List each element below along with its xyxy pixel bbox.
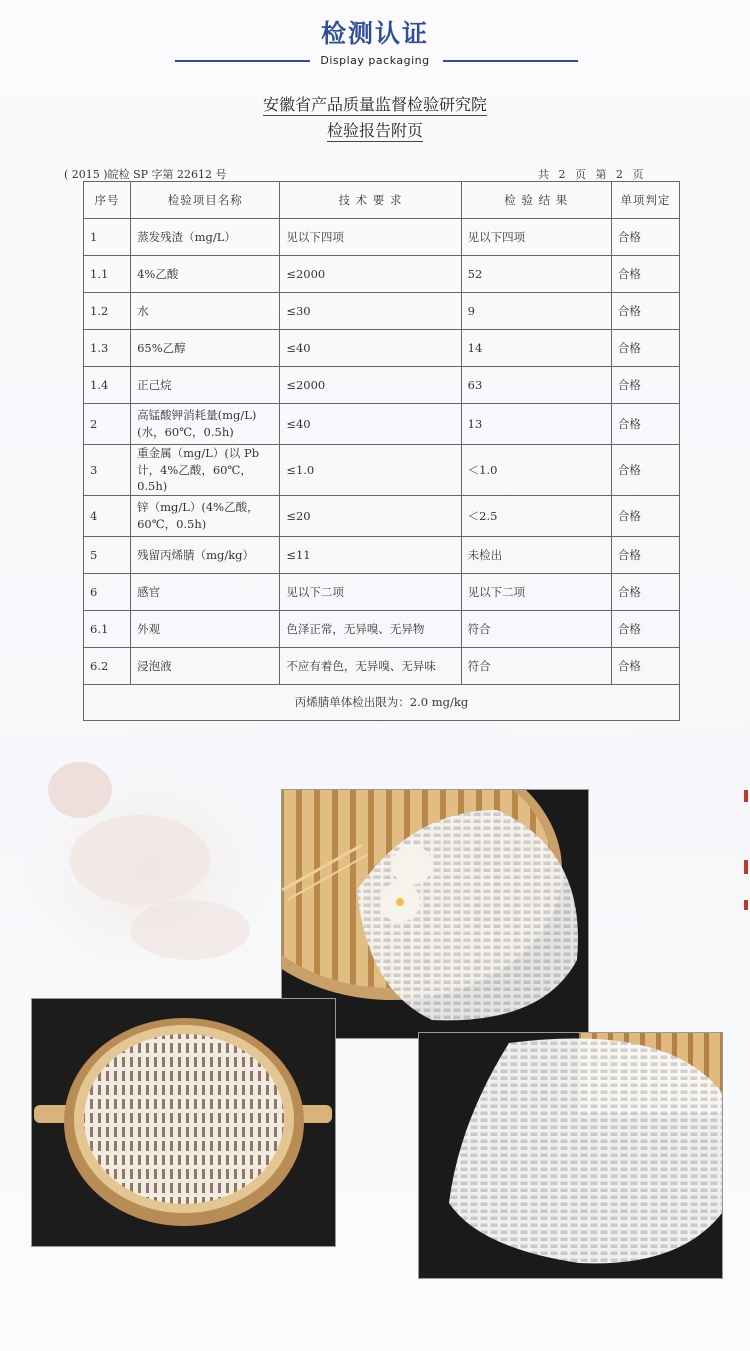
cell-item: 水 xyxy=(131,293,280,330)
report-page-count: 共 2 页 第 2 页 xyxy=(538,168,644,181)
table-row xyxy=(84,611,680,648)
table-header-row xyxy=(84,182,680,219)
cell-requirement: 不应有着色，无异嗅、无异味 xyxy=(280,648,461,685)
cell-item: 锌（mg/L）(4%乙酸，60℃，0.5h) xyxy=(131,496,280,537)
table-row xyxy=(84,404,680,445)
cell-no: 2 xyxy=(84,404,131,445)
cell-no: 4 xyxy=(84,496,131,537)
cell-verdict: 合格 xyxy=(611,445,679,496)
page-title-text: 检验报告附页 xyxy=(326,121,423,140)
section-subtitle: Display packaging xyxy=(320,54,430,67)
table-row xyxy=(84,367,680,404)
cell-no: 1.3 xyxy=(84,330,131,367)
table-row xyxy=(84,256,680,293)
cell-requirement: ≤20 xyxy=(280,496,461,537)
col-header-requirement: 技 术 要 求 xyxy=(280,182,461,219)
col-header-item: 检验项目名称 xyxy=(131,182,280,219)
cell-item: 残留丙烯腈（mg/kg） xyxy=(131,537,280,574)
table-row xyxy=(84,445,680,496)
cell-requirement: 色泽正常，无异嗅、无异物 xyxy=(280,611,461,648)
cell-result: 14 xyxy=(461,330,611,367)
cell-requirement: 见以下四项 xyxy=(280,219,461,256)
cell-result: 13 xyxy=(461,404,611,445)
cell-no: 1.2 xyxy=(84,293,131,330)
inspection-table xyxy=(83,181,680,721)
cell-requirement: ≤40 xyxy=(280,330,461,367)
cell-result: 见以下二项 xyxy=(461,574,611,611)
col-header-verdict: 单项判定 xyxy=(611,182,679,219)
cell-requirement: ≤30 xyxy=(280,293,461,330)
page-edge-decoration xyxy=(742,780,750,940)
table-footnote-row xyxy=(84,685,680,721)
cell-no: 6.2 xyxy=(84,648,131,685)
cell-item: 蒸发残渣（mg/L） xyxy=(131,219,280,256)
cell-result: ＜1.0 xyxy=(461,445,611,496)
cell-no: 1 xyxy=(84,219,131,256)
cell-item: 浸泡液 xyxy=(131,648,280,685)
cell-result: 见以下四项 xyxy=(461,219,611,256)
table-footnote: 丙烯腈单体检出限为：2.0 mg/kg xyxy=(84,685,680,721)
report-page-title xyxy=(0,118,750,141)
cell-result: 未检出 xyxy=(461,537,611,574)
cell-requirement: ≤2000 xyxy=(280,256,461,293)
cell-item: 外观 xyxy=(131,611,280,648)
cell-no: 6.1 xyxy=(84,611,131,648)
cell-result: ＜2.5 xyxy=(461,496,611,537)
cell-no: 1.4 xyxy=(84,367,131,404)
cell-item: 4%乙酸 xyxy=(131,256,280,293)
table-row xyxy=(84,293,680,330)
product-photo-steamer-top xyxy=(31,998,336,1247)
background-baby-image xyxy=(20,750,280,980)
cell-item: 重金属（mg/L）(以 Pb 计，4%乙酸，60℃，0.5h) xyxy=(131,445,280,496)
cell-item: 正己烷 xyxy=(131,367,280,404)
table-row xyxy=(84,219,680,256)
product-photo-mesh-closeup xyxy=(418,1032,723,1279)
col-header-no: 序号 xyxy=(84,182,131,219)
cell-verdict: 合格 xyxy=(611,256,679,293)
cell-no: 6 xyxy=(84,574,131,611)
cell-requirement: ≤40 xyxy=(280,404,461,445)
section-title: 检测认证 xyxy=(320,19,429,48)
table-row xyxy=(84,330,680,367)
cell-item: 高锰酸钾消耗量(mg/L)(水，60℃，0.5h) xyxy=(131,404,280,445)
report-institute xyxy=(0,92,750,115)
cell-result: 52 xyxy=(461,256,611,293)
cell-requirement: ≤2000 xyxy=(280,367,461,404)
cell-requirement: ≤1.0 xyxy=(280,445,461,496)
table-row xyxy=(84,496,680,537)
cell-verdict: 合格 xyxy=(611,219,679,256)
cell-verdict: 合格 xyxy=(611,611,679,648)
cell-verdict: 合格 xyxy=(611,367,679,404)
cell-requirement: 见以下二项 xyxy=(280,574,461,611)
report-ref-number: ( 2015 )皖检 SP 字第 22612 号 xyxy=(64,168,227,181)
cell-verdict: 合格 xyxy=(611,537,679,574)
cell-verdict: 合格 xyxy=(611,496,679,537)
institute-name: 安徽省产品质量监督检验研究院 xyxy=(262,95,487,114)
cell-no: 1.1 xyxy=(84,256,131,293)
cell-verdict: 合格 xyxy=(611,648,679,685)
cell-no: 5 xyxy=(84,537,131,574)
cell-requirement: ≤11 xyxy=(280,537,461,574)
cell-result: 符合 xyxy=(461,611,611,648)
cell-item: 65%乙醇 xyxy=(131,330,280,367)
cell-verdict: 合格 xyxy=(611,293,679,330)
cell-verdict: 合格 xyxy=(611,574,679,611)
table-row xyxy=(84,648,680,685)
table-row xyxy=(84,537,680,574)
cell-result: 符合 xyxy=(461,648,611,685)
cell-item: 感官 xyxy=(131,574,280,611)
table-row xyxy=(84,574,680,611)
cell-result: 63 xyxy=(461,367,611,404)
col-header-result: 检 验 结 果 xyxy=(461,182,611,219)
cell-verdict: 合格 xyxy=(611,404,679,445)
cell-verdict: 合格 xyxy=(611,330,679,367)
cell-result: 9 xyxy=(461,293,611,330)
cell-no: 3 xyxy=(84,445,131,496)
